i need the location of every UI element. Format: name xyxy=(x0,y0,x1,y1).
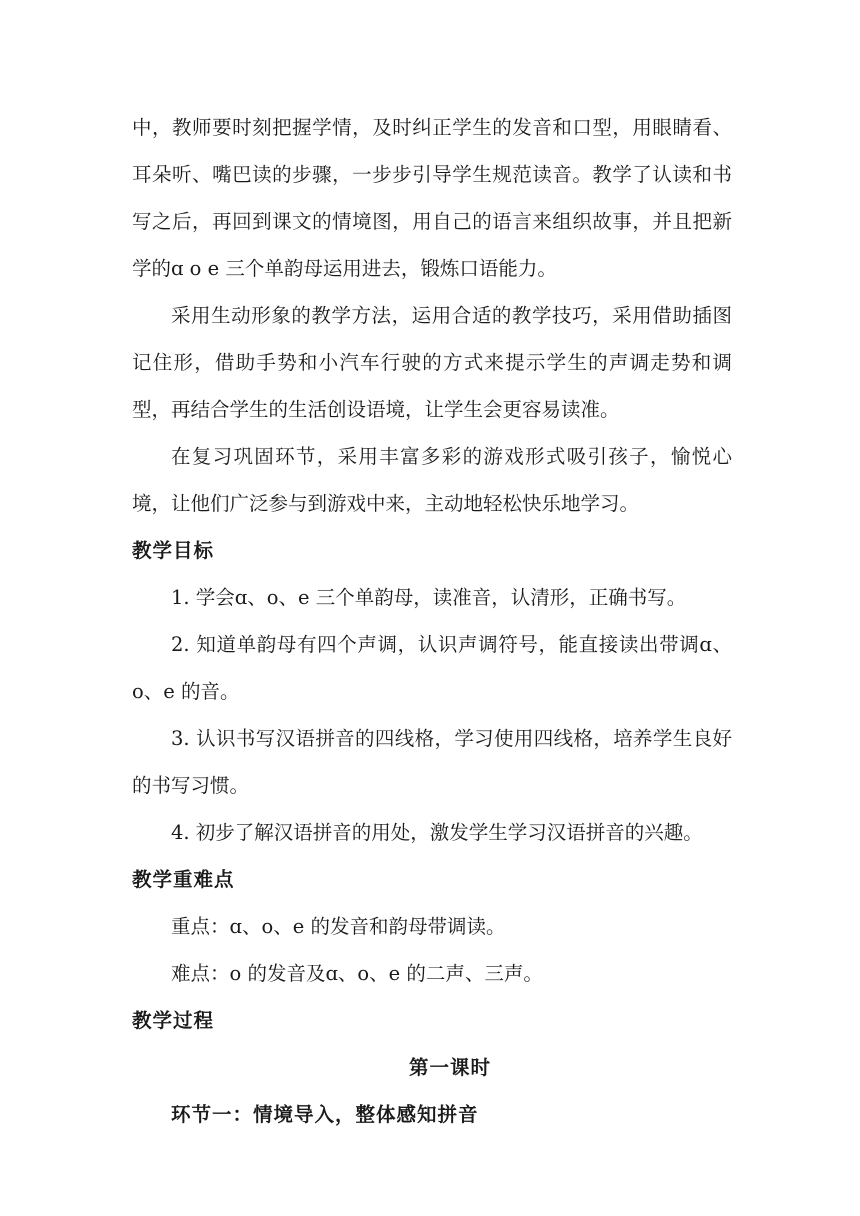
goal-item-3: 3. 认识书写汉语拼音的四线格，学习使用四线格，培养学生良好的书写习惯。 xyxy=(132,727,732,797)
goal-item-4: 4. 初步了解汉语拼音的用处，激发学生学习汉语拼音的兴趣。 xyxy=(171,821,703,844)
process-heading: 教学过程 xyxy=(132,1009,215,1032)
lesson-title: 第一课时 xyxy=(408,1056,491,1079)
step-one-heading: 环节一：情境导入，整体感知拼音 xyxy=(171,1103,479,1126)
document-page xyxy=(132,104,732,1138)
review-paragraph: 在复习巩固环节，采用丰富多彩的游戏形式吸引孩子，愉悦心境，让他们广泛参与到游戏中来，主动地轻松快乐地学习。 xyxy=(132,445,732,515)
difficulty-point: 难点：o 的发音及ɑ、o、e 的二声、三声。 xyxy=(171,962,543,985)
key-points-heading: 教学重难点 xyxy=(132,868,235,891)
goal-item-2: 2. 知道单韵母有四个声调，认识声调符号，能直接读出带调ɑ、o、e 的音。 xyxy=(132,633,732,703)
focus-point: 重点：ɑ、o、e 的发音和韵母带调读。 xyxy=(171,915,506,938)
goal-item-1: 1. 学会ɑ、o、e 三个单韵母，读准音，认清形，正确书写。 xyxy=(171,586,687,609)
goals-heading: 教学目标 xyxy=(132,539,215,562)
intro-paragraph: 中，教师要时刻把握学情，及时纠正学生的发音和口型，用眼睛看、耳朵听、嘴巴读的步骤，一步步引导学生规范读音。教学了认读和书写之后，再回到课文的情境图，用自己的语言来组织故事，并且把新学的ɑ o e 三个单韵母运用进去，锻炼口语能力。 xyxy=(132,116,732,280)
method-paragraph: 采用生动形象的教学方法，运用合适的教学技巧，采用借助插图记住形，借助手势和小汽车行驶的方式来提示学生的声调走势和调型，再结合学生的生活创设语境，让学生会更容易读准。 xyxy=(132,304,732,421)
